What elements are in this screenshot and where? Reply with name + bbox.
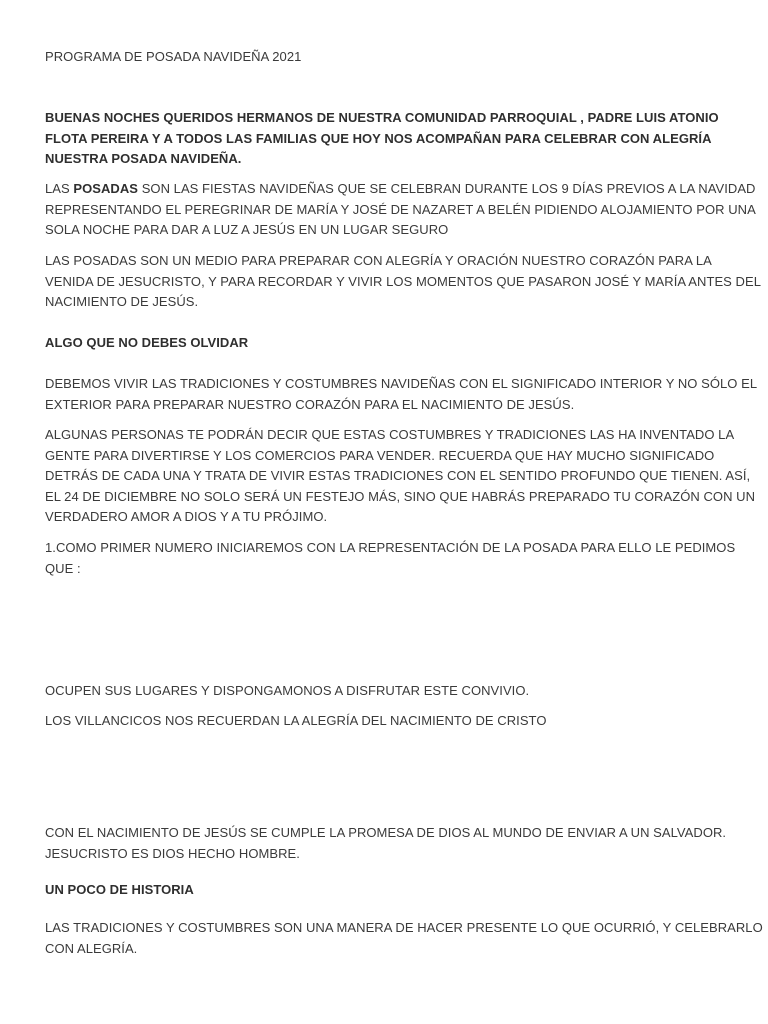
- traditions-line-1: DEBEMOS VIVIR LAS TRADICIONES Y COSTUMBRES NAVIDEÑAS CON EL SIGNIFICADO INTERIOR Y NO SÓLO EL: [45, 376, 758, 391]
- document-title: [45, 47, 735, 68]
- some-people-line-4: EL 24 DE DICIEMBRE NO SOLO SERÁ UN FESTEJO MÁS, SINO QUE HABRÁS PREPARADO TU CORAZÓN CON UN: [45, 488, 756, 504]
- heading-remember-text: ALGO QUE NO DEBES OLVIDAR: [45, 335, 249, 350]
- carols-paragraph: [45, 711, 735, 732]
- promise-paragraph: [45, 823, 735, 864]
- history-line-2: CON ALEGRÍA.: [45, 940, 138, 956]
- some-people-line-1: ALGUNAS PERSONAS TE PODRÁN DECIR QUE ESTAS COSTUMBRES Y TRADICIONES LAS HA INVENTADO LA: [45, 427, 735, 442]
- carols-text: LOS VILLANCICOS NOS RECUERDAN LA ALEGRÍA DEL NACIMIENTO DE CRISTO: [45, 713, 547, 728]
- promise-line-1: CON EL NACIMIENTO DE JESÚS SE CUMPLE LA PROMESA DE DIOS AL MUNDO DE ENVIAR A UN SALVADOR.: [45, 825, 727, 840]
- some-people-line-2: GENTE PARA DIVERTIRSE Y LOS COMERCIOS PARA VENDER. RECUERDA QUE HAY MUCHO SIGNIFICADO: [45, 447, 715, 463]
- posadas-line1-rest: SON LAS FIESTAS NAVIDEÑAS QUE SE CELEBRAN DURANTE LOS 9 DÍAS PREVIOS A LA NAVIDAD: [138, 181, 756, 196]
- posadas-bold-word: POSADAS: [73, 181, 139, 196]
- posadas-intro-line-2: REPRESENTANDO EL PEREGRINAR DE MARÍA Y JOSÉ DE NAZARET A BELÉN PIDIENDO ALOJAMIENTO POR UNA: [45, 201, 756, 217]
- purpose-line-2: VENIDA DE JESUCRISTO, Y PARA RECORDAR Y VIVIR LOS MOMENTOS QUE PASARON JOSÉ Y MARÍA ANTES DEL: [45, 273, 761, 289]
- posadas-intro-line-3: SOLA NOCHE PARA DAR A LUZ A JESÚS EN UN LUGAR SEGURO: [45, 222, 449, 237]
- greeting-line-2: FLOTA PEREIRA Y A TODOS LAS FAMILIAS QUE HOY NOS ACOMPAÑAN PARA CELEBRAR CON ALEGRÍA: [45, 130, 712, 146]
- purpose-line-1: LAS POSADAS SON UN MEDIO PARA PREPARAR CON ALEGRÍA Y ORACIÓN NUESTRO CORAZÓN PARA LA: [45, 253, 712, 268]
- greeting-paragraph: [45, 108, 735, 170]
- heading-history: [45, 880, 735, 901]
- first-number-line-1: 1.COMO PRIMER NUMERO INICIAREMOS CON LA REPRESENTACIÓN DE LA POSADA PARA ELLO LE PEDIMOS: [45, 540, 736, 555]
- take-places-text: OCUPEN SUS LUGARES Y DISPONGAMONOS A DISFRUTAR ESTE CONVIVIO.: [45, 683, 530, 698]
- posadas-purpose-paragraph: [45, 251, 761, 313]
- title-text: PROGRAMA DE POSADA NAVIDEÑA 2021: [45, 49, 302, 64]
- promise-line-2: JESUCRISTO ES DIOS HECHO HOMBRE.: [45, 845, 300, 861]
- some-people-line-5: VERDADERO AMOR A DIOS Y A TU PRÓJIMO.: [45, 509, 328, 524]
- purpose-line-3: NACIMIENTO DE JESÚS.: [45, 294, 199, 309]
- posadas-prefix: LAS: [45, 181, 74, 196]
- some-people-line-3: DETRÁS DE CADA UNA Y TRATA DE VIVIR ESTAS TRADICIONES CON EL SENTIDO PROFUNDO QUE TIENEN. ASÍ,: [45, 468, 751, 483]
- greeting-line-1: BUENAS NOCHES QUERIDOS HERMANOS DE NUESTRA COMUNIDAD PARROQUIAL , PADRE LUIS ATONIO: [45, 110, 719, 125]
- heading-history-text: UN POCO DE HISTORIA: [45, 882, 194, 897]
- traditions-live-paragraph: [45, 374, 758, 415]
- posadas-intro-paragraph: [45, 179, 756, 241]
- take-places-paragraph: [45, 681, 735, 702]
- first-number-line-2: QUE :: [45, 560, 81, 576]
- greeting-line-3: NUESTRA POSADA NAVIDEÑA.: [45, 151, 242, 166]
- heading-remember: [45, 333, 735, 354]
- history-paragraph: [45, 918, 763, 959]
- first-number-paragraph: [45, 538, 735, 579]
- traditions-line-2: EXTERIOR PARA PREPARAR NUESTRO CORAZÓN PARA EL NACIMIENTO DE JESÚS.: [45, 396, 575, 412]
- history-line-1: LAS TRADICIONES Y COSTUMBRES SON UNA MANERA DE HACER PRESENTE LO QUE OCURRIÓ, Y CELEBRARLO: [45, 920, 763, 935]
- posadas-intro-line-1: [45, 179, 756, 200]
- some-people-paragraph: [45, 425, 756, 528]
